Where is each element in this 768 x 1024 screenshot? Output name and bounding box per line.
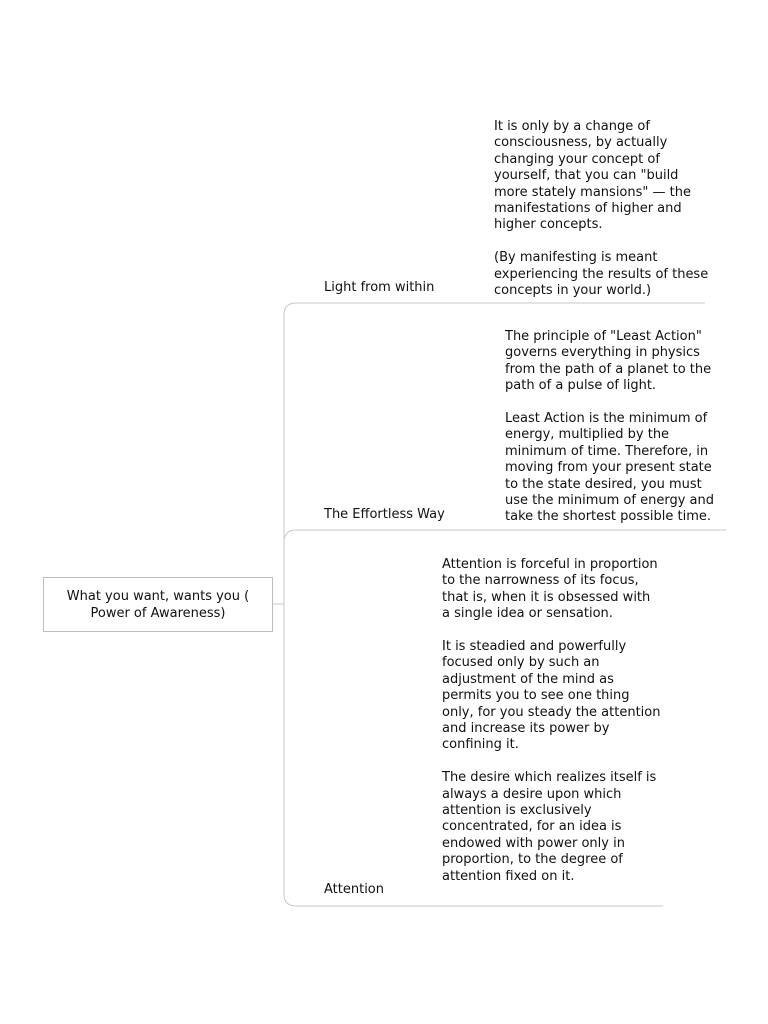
branch-label-attention[interactable]: Attention xyxy=(324,882,384,897)
note-paragraph: The desire which realizes itself is always a desire upon which attention is exclusively concentrated, for an idea is endowed with power only in proportion, to the degree of attention fixed on it. xyxy=(442,770,657,884)
note-paragraph: Least Action is the minimum of energy, multiplied by the minimum of time. Therefore, in moving from your present state to the state desired, you must use the minimum of energy and take the shortest possible time. xyxy=(505,411,714,525)
branch-note-effortless-way xyxy=(505,329,725,526)
branch-underline-effortless-way xyxy=(284,530,726,542)
branch-trunk xyxy=(284,303,296,906)
note-paragraph: It is steadied and powerfully focused only by such an adjustment of the mind as permits you to see one thing only, for you steady the attention and increase its power by confining it. xyxy=(442,639,661,753)
note-paragraph: The principle of "Least Action" governs everything in physics from the path of a planet to the path of a pulse of light. xyxy=(505,329,712,394)
branch-label-light-from-within[interactable]: Light from within xyxy=(324,280,435,295)
branch-label-effortless-way[interactable]: The Effortless Way xyxy=(324,507,445,522)
root-node-label: What you want, wants you ( Power of Awareness) xyxy=(66,588,250,621)
root-node[interactable] xyxy=(43,577,273,632)
branch-note-attention xyxy=(442,557,662,885)
note-paragraph: Attention is forceful in proportion to the narrowness of its focus, that is, when it is obsessed with a single idea or sensation. xyxy=(442,557,658,622)
note-paragraph: (By manifesting is meant experiencing the results of these concepts in your world.) xyxy=(494,250,709,299)
note-paragraph: It is only by a change of consciousness, by actually changing your concept of yourself, that you can "build more stately mansions" — the manifestations of higher and higher concepts. xyxy=(494,119,691,233)
branch-note-light-from-within xyxy=(494,119,709,299)
